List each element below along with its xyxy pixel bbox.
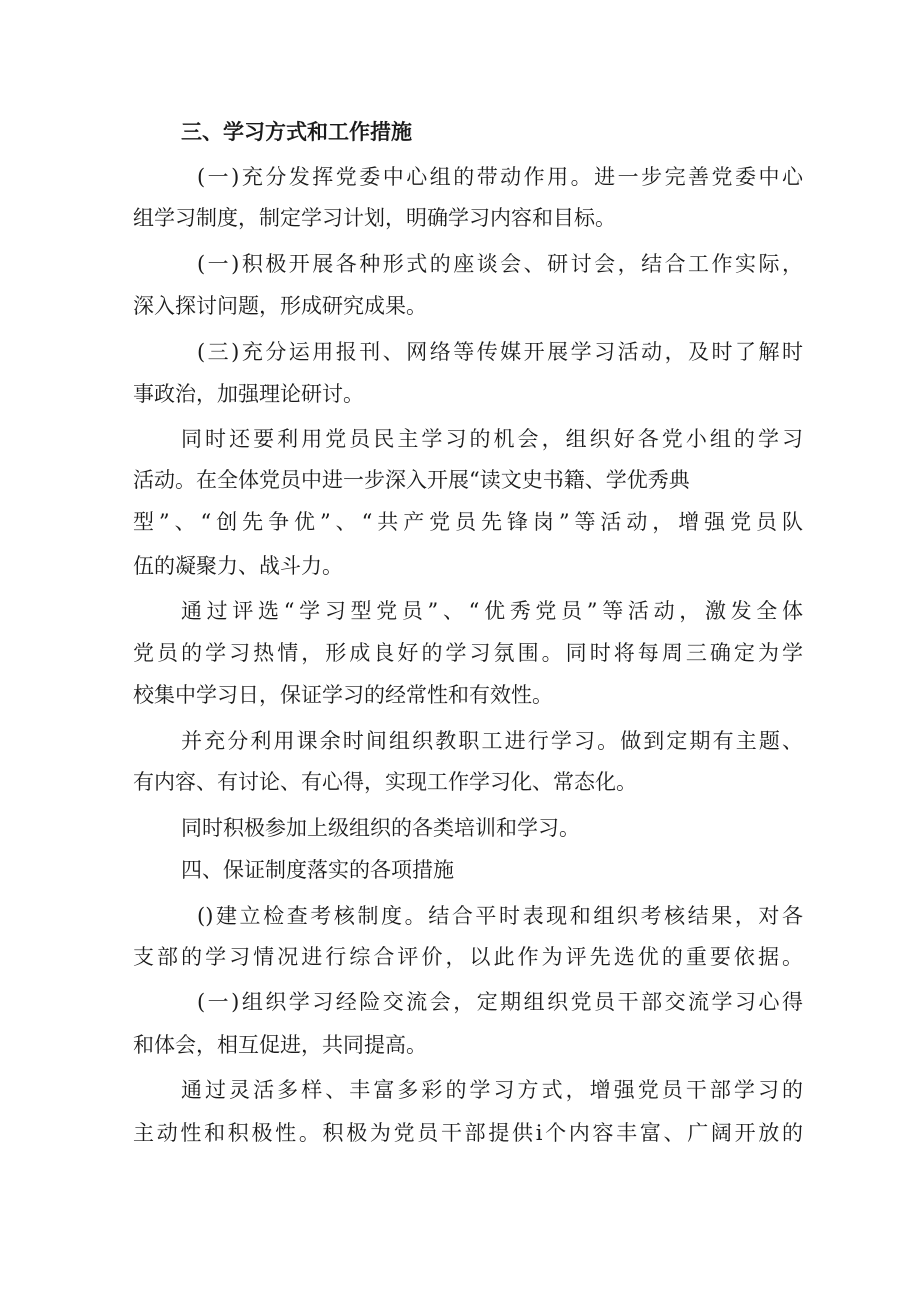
- paragraph-3-line-2: 有内容、有讨论、有心得，实现工作学习化、常态化。: [133, 770, 637, 794]
- section-4-heading: 四、保证制度落实的各项措施: [181, 858, 454, 882]
- paragraph-5-line-2: 主动性和积极性。积极为党员干部提供i个内容丰富、广阔开放的: [133, 1121, 803, 1145]
- paragraph-1-line-1: 同时还要利用党员民主学习的机会，组织好各党小组的学习: [181, 427, 803, 451]
- paragraph-3-line-1: 并充分利用课余时间组织教职工进行学习。做到定期有主题、: [181, 729, 803, 753]
- section-4-item-1-line-2: 支部的学习情况进行综合评价，以此作为评先选优的重要依据。: [133, 945, 803, 969]
- paragraph-1-line-3: 型”、“创先争优”、“共产党员先锋岗”等活动，增强党员队: [133, 510, 803, 534]
- section-4-item-1-line-1: ()建立检查考核制度。结合平时表现和组织考核结果，对各: [197, 904, 803, 928]
- section-4-item-2-line-1: (一)组织学习经险交流会，定期组织党员干部交流学习心得: [197, 990, 803, 1014]
- section-3-item-3-line-1: (三)充分运用报刊、网络等传媒开展学习活动，及时了解时: [197, 340, 803, 364]
- section-3-item-3-line-2: 事政治，加强理论研讨。: [133, 382, 364, 406]
- section-3-item-2-line-2: 深入探讨问题，形成研究成果。: [133, 294, 427, 318]
- section-3-item-1-line-2: 组学习制度，制定学习计划，明确学习内容和目标。: [133, 206, 616, 230]
- section-3-item-1-line-1: (一)充分发挥党委中心组的带动作用。进一步完善党委中心: [197, 165, 803, 189]
- paragraph-5-line-1: 通过灵活多样、丰富多彩的学习方式，增强党员干部学习的: [181, 1078, 803, 1102]
- section-3-heading: 三、学习方式和工作措施: [181, 119, 412, 144]
- paragraph-2-line-3: 校集中学习日，保证学习的经常性和有效性。: [133, 683, 553, 707]
- paragraph-2-line-2: 党员的学习热情，形成良好的学习氛围。同时将每周三确定为学: [133, 641, 803, 665]
- paragraph-4-line-1: 同时积极参加上级组织的各类培训和学习。: [181, 816, 580, 840]
- paragraph-2-line-1: 通过评选“学习型党员”、“优秀党员”等活动，激发全体: [181, 599, 803, 623]
- section-3-item-2-line-1: (一)积极开展各种形式的座谈会、研讨会，结合工作实际，: [197, 252, 803, 276]
- section-4-item-2-line-2: 和体会，相互促进，共同提高。: [133, 1033, 427, 1057]
- paragraph-1-line-2: 活动。在全体党员中进一步深入开展“读文史书籍、学优秀典: [133, 468, 690, 492]
- paragraph-1-line-4: 伍的凝聚力、战斗力。: [133, 554, 343, 578]
